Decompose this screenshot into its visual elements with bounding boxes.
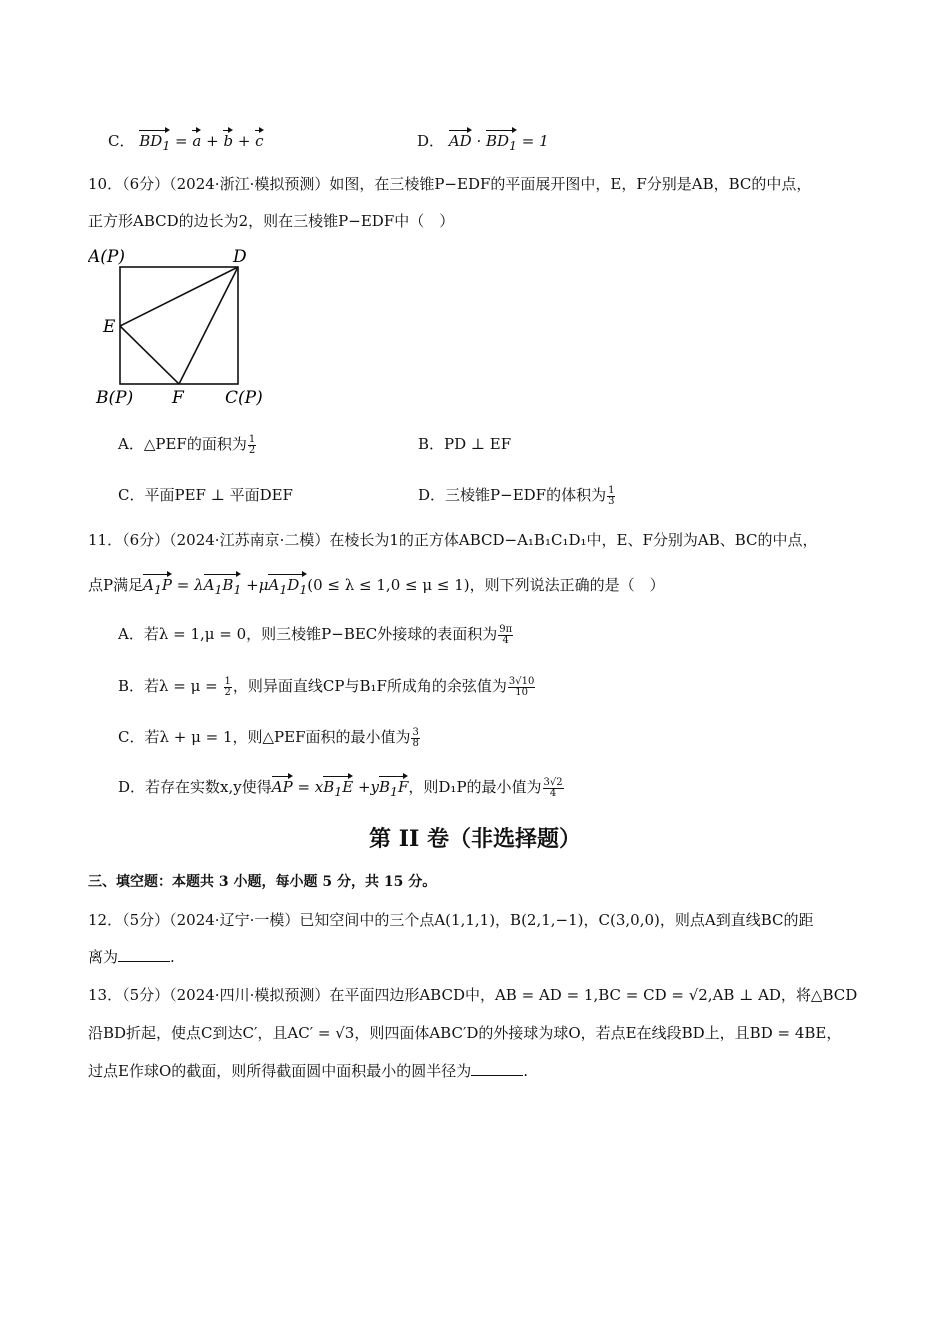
q11-option-a: A．若λ = 1,μ = 0，则三棱锥P−BEC外接球的表面积为 $\frac{9\pi}{4}$ <box>118 623 513 646</box>
q12-line1: 12．（5分）（2024·辽宁·一模）已知空间中的三个点A(1,1,1)，B(2,1,−1)，C(3,0,0)，则点A到直线BC的距 <box>88 911 814 929</box>
answer-blank <box>471 1061 523 1076</box>
q13-line2: 沿BD折起，使点C到达C′，且AC′ = √3，则四面体ABC′D的外接球为球O，若点E在线段BD上，且BD = 4BE， <box>88 1024 842 1042</box>
q11-header-line2: 点P满足$A_1P = \lambda A_1B_1 +\mu A_1D_1(0 \le \lambda \le 1,0 \le \mu \le 1)$，则下列说法正确的是（ ） <box>88 575 665 600</box>
section-title: 第 II 卷（非选择题） <box>369 826 581 852</box>
q11-option-b: B．若λ = μ = $\frac{1}{2}$ ，则异面直线CP与B₁F所成角的余弦值为 $\frac{3√10}{10}$ <box>118 675 535 698</box>
q13-line3: 过点E作球O的截面，则所得截面圆中面积最小的圆半径为 . <box>88 1062 529 1080</box>
q10-option-a: A．△PEF的面积为 $\frac{1}{2}$ <box>118 433 256 456</box>
q11-option-c: C．若λ + μ = 1，则△PEF面积的最小值为 $\frac{3}{8}$ <box>118 726 419 749</box>
q10-header: 10．（6分）（2024·浙江·模拟预测）如图，在三棱锥P−EDF的平面展开图中，E，F分别是AB，BC的中点， <box>88 175 812 193</box>
segment-ed <box>120 267 238 326</box>
q10-header-line2: 正方形ABCD的边长为2，则在三棱锥P−EDF中（ ） <box>88 212 455 230</box>
q12-line2: 离为 . <box>88 948 175 966</box>
label-a: A(P) <box>88 247 125 267</box>
q9-option-c: C． $BD_1 = a + b + c$ <box>108 131 264 156</box>
q9-option-d: D． AD · $BD_1 = 1$ <box>417 131 549 156</box>
q10-option-d: D．三棱锥P−EDF的体积为 $\frac{1}{3}$ <box>418 484 615 507</box>
label-f: F <box>172 388 184 408</box>
answer-blank <box>118 947 170 962</box>
label-e: E <box>103 317 116 337</box>
q10-option-b: B．PD ⊥ EF <box>418 435 512 453</box>
label-d: D <box>233 247 247 267</box>
segment-ef <box>120 326 179 384</box>
q13-line1: 13．（5分）（2024·四川·模拟预测）在平面四边形ABCD中，AB = AD = 1,BC = CD = √2,AB ⊥ AD，将△BCD <box>88 986 858 1004</box>
q11-header: 11．（6分）（2024·江苏南京·二模）在棱长为1的正方体ABCD−A₁B₁C₁D₁中，E、F分别为AB、BC的中点， <box>88 531 818 549</box>
square-abcd <box>120 267 238 384</box>
q10-option-c: C．平面PEF ⊥ 平面DEF <box>118 486 293 504</box>
label-c: C(P) <box>225 388 263 408</box>
fill-heading: 三、填空题：本题共 3 小题，每小题 5 分，共 15 分。 <box>88 874 437 890</box>
label-b: B(P) <box>96 388 134 408</box>
q11-option-d: D．若存在实数x,y使得AP = $xB_1E +yB_1F$，则D₁P的最小值为 $\frac{3√2}{4}$ <box>118 777 565 802</box>
q10-figure <box>88 240 278 415</box>
segment-fd <box>179 267 238 384</box>
